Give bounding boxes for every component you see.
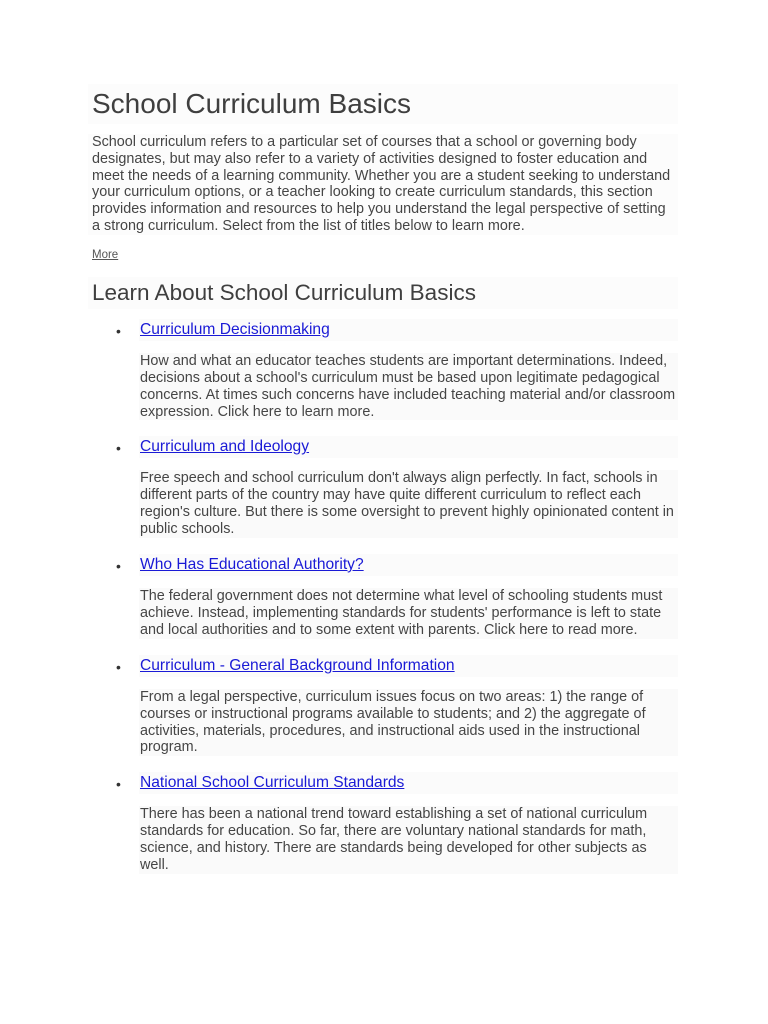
topic-link-curriculum-decisionmaking[interactable]: Curriculum Decisionmaking (139, 319, 678, 341)
topic-description: How and what an educator teaches students are important determinations. Indeed, decisions about a school's curriculum must be based upon legitimate pedagogical concerns. At times such concerns have included teaching material and/or classroom expression. Click here to learn more. (139, 353, 678, 421)
bullet-icon: • (116, 440, 121, 457)
topic-item (88, 554, 678, 639)
topic-item (88, 655, 678, 757)
topic-description: From a legal perspective, curriculum issues focus on two areas: 1) the range of courses or instructional programs available to students; and 2) the aggregate of activities, materials, procedures, and instructional aids used in the instructional program. (139, 689, 678, 757)
topic-item (88, 319, 678, 421)
bullet-icon: • (116, 558, 121, 575)
bullet-icon: • (116, 658, 121, 675)
topic-link-curriculum-and-ideology[interactable]: Curriculum and Ideology (139, 436, 678, 458)
bullet-icon: • (116, 322, 121, 339)
document-page (88, 84, 678, 874)
page-title: School Curriculum Basics (88, 84, 678, 124)
topic-item (88, 436, 678, 538)
section-title: Learn About School Curriculum Basics (88, 277, 678, 309)
more-link[interactable]: More (92, 248, 119, 261)
topic-list (88, 319, 678, 874)
topic-link-national-standards[interactable]: National School Curriculum Standards (139, 772, 678, 794)
topic-description: There has been a national trend toward establishing a set of national curriculum standards for education. So far, there are voluntary national standards for math, science, and history. There are standards being developed for other subjects as well. (139, 806, 678, 874)
bullet-icon: • (116, 776, 121, 793)
topic-description: The federal government does not determine what level of schooling students must achieve. Instead, implementing standards for students' performance is left to state and local authorities and to some extent with parents. Click here to read more. (139, 588, 678, 639)
topic-description: Free speech and school curriculum don't always align perfectly. In fact, schools in different parts of the country may have quite different curriculum to reflect each region's culture. But there is some oversight to prevent highly opinionated content in public schools. (139, 470, 678, 538)
intro-paragraph: School curriculum refers to a particular set of courses that a school or governing body designates, but may also refer to a variety of activities designed to foster education and meet the needs of a learning community. Whether you are a student seeking to understand your curriculum options, or a teacher looking to create curriculum standards, this section provides information and resources to help you understand the legal perspective of setting a strong curriculum. Select from the list of titles below to learn more. (88, 134, 678, 235)
topic-link-general-background[interactable]: Curriculum - General Background Information (139, 655, 678, 677)
topic-link-educational-authority[interactable]: Who Has Educational Authority? (139, 554, 678, 576)
topic-item (88, 772, 678, 874)
